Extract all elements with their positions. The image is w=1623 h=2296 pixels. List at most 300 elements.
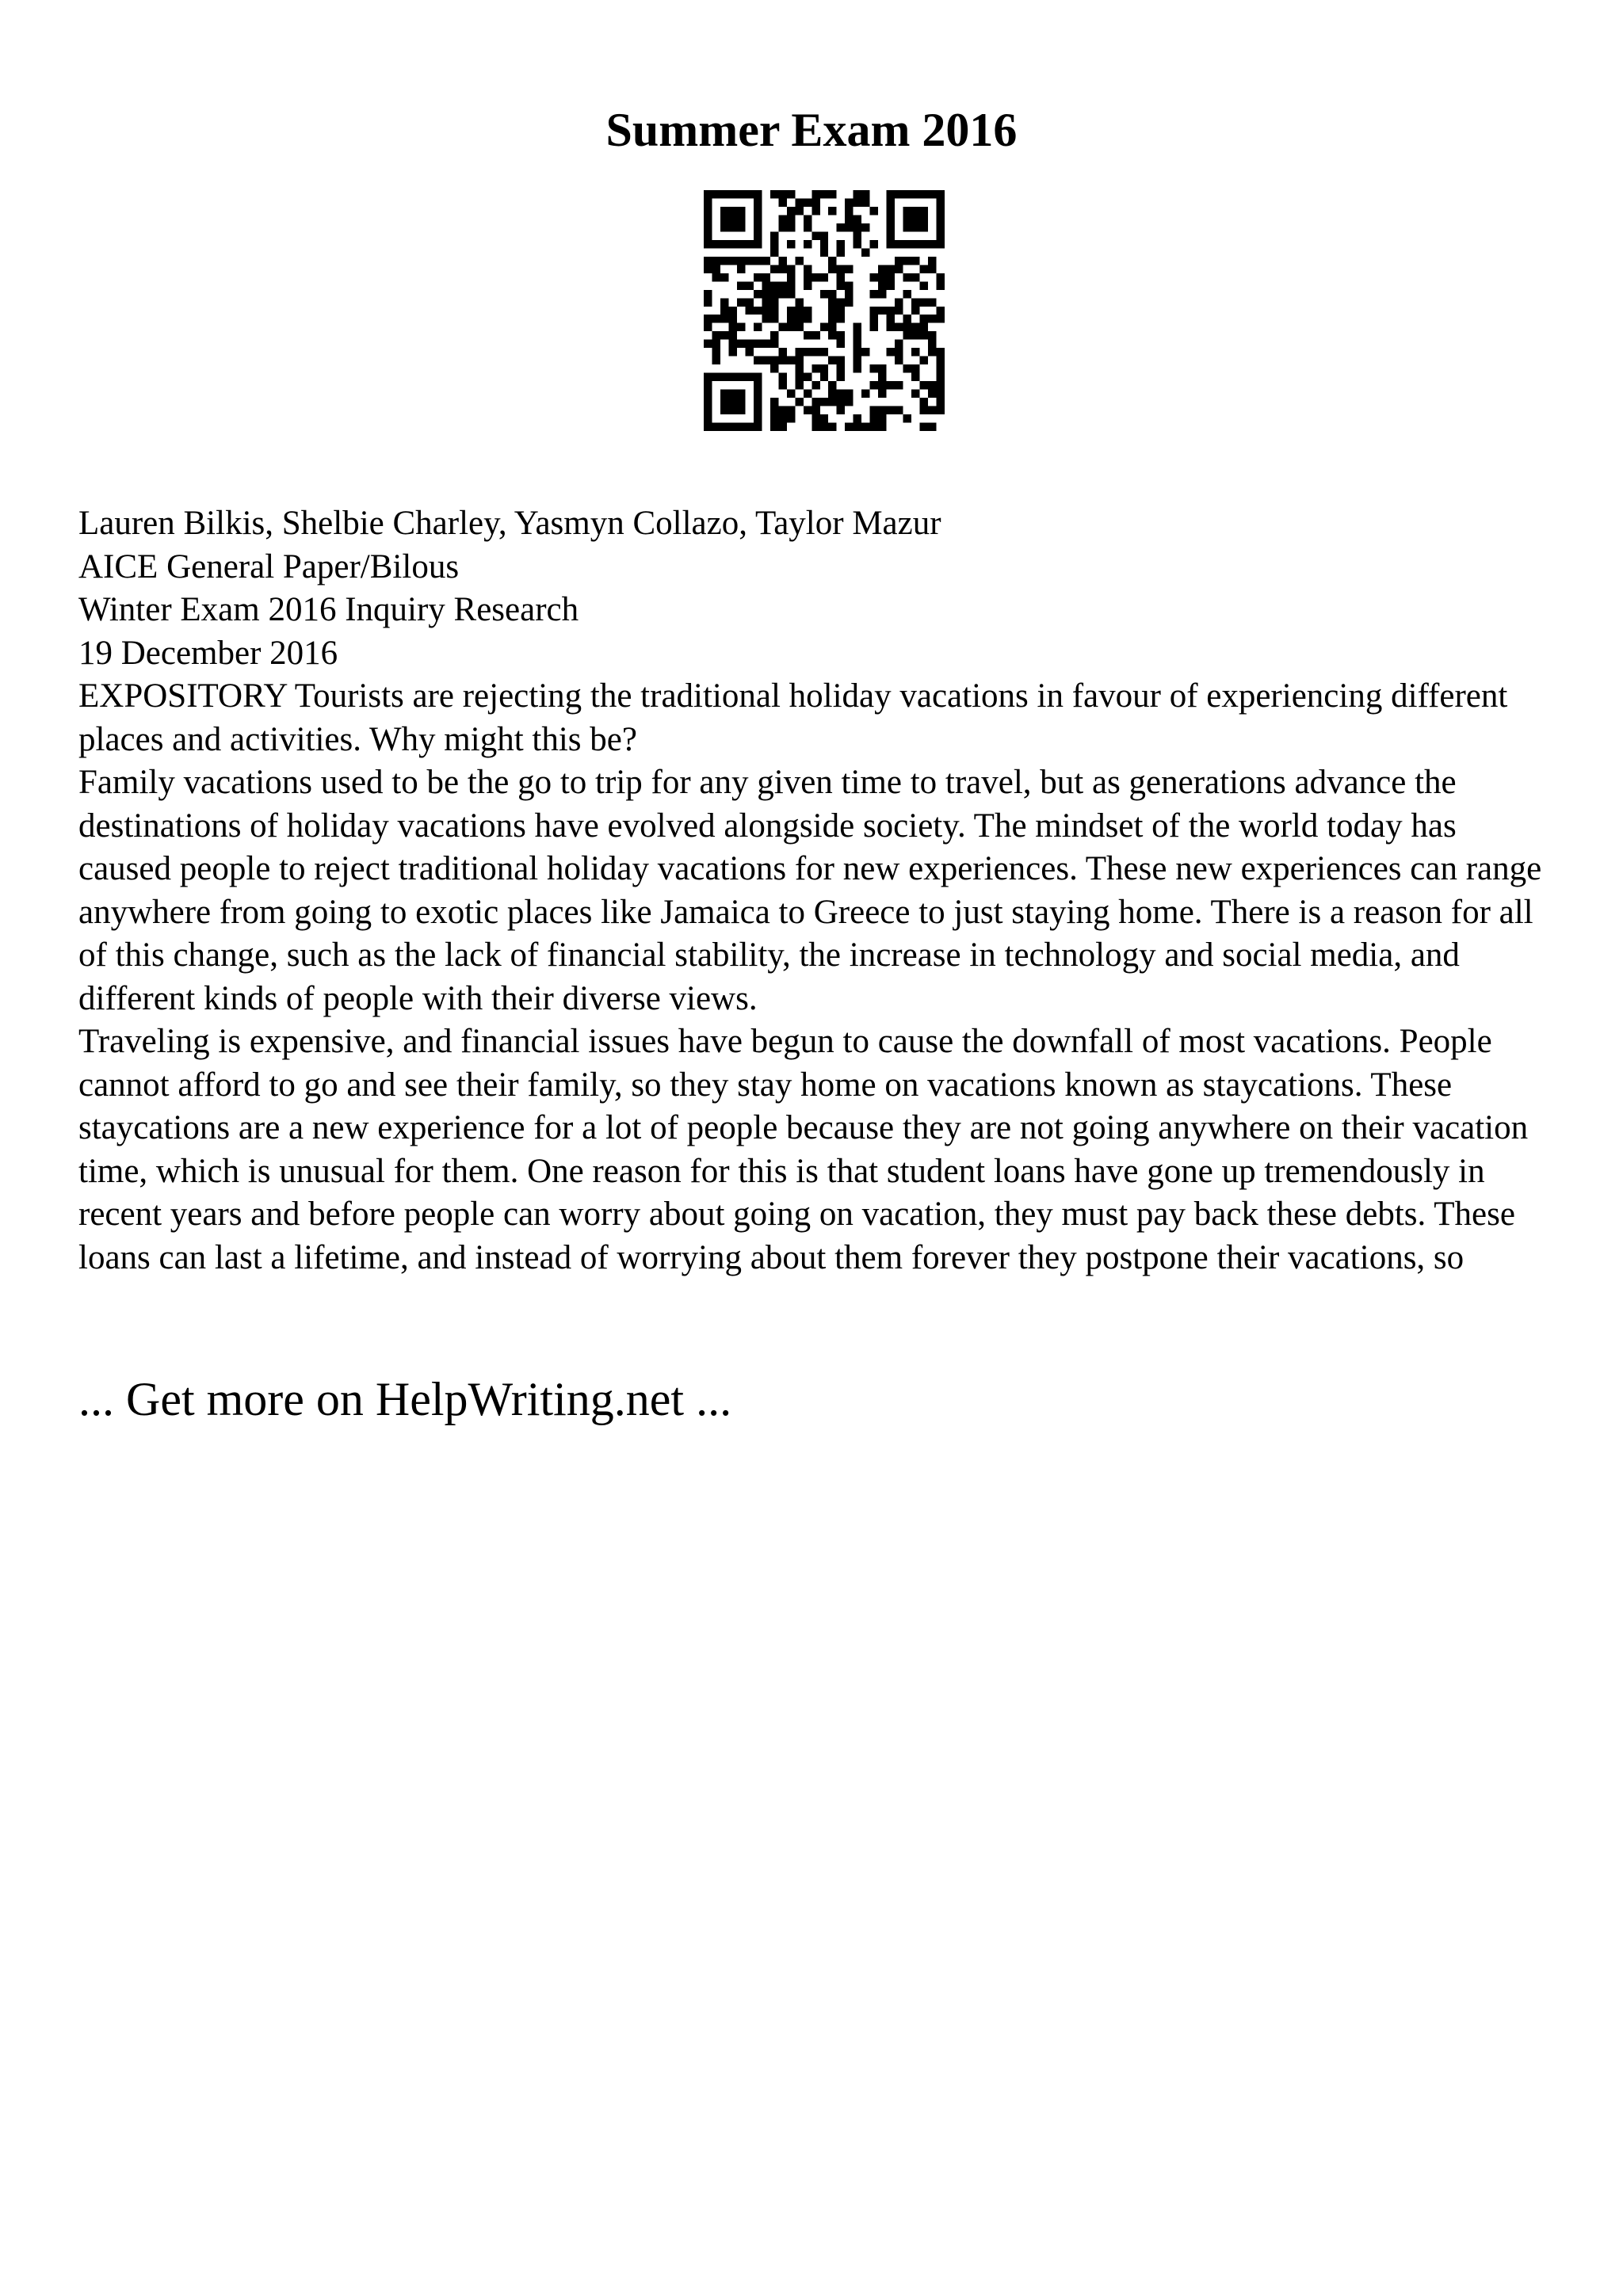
qr-module: [778, 357, 786, 364]
qr-module: [828, 257, 836, 265]
qr-module: [854, 215, 861, 223]
qr-module: [903, 240, 911, 248]
qr-module: [812, 231, 819, 239]
qr-module: [737, 390, 745, 398]
qr-module: [704, 340, 712, 348]
qr-module: [937, 273, 945, 281]
qr-module: [812, 348, 819, 356]
qr-module: [745, 423, 753, 431]
qr-module: [828, 398, 836, 406]
qr-module: [712, 315, 720, 322]
qr-module: [770, 298, 778, 306]
qr-module: [737, 406, 745, 414]
qr-module: [812, 331, 819, 339]
qr-module: [845, 215, 853, 223]
qr-module: [820, 348, 828, 356]
qr-module: [837, 298, 845, 306]
qr-module: [887, 315, 895, 322]
qr-module: [770, 315, 778, 322]
qr-module: [878, 290, 886, 298]
qr-module: [704, 231, 712, 239]
qr-module: [754, 340, 762, 348]
qr-module: [728, 190, 736, 198]
qr-module: [795, 257, 803, 265]
qr-module: [820, 423, 828, 431]
qr-module: [828, 381, 836, 389]
qr-module: [778, 290, 786, 298]
qr-module: [870, 414, 878, 422]
qr-module: [745, 281, 753, 289]
qr-module: [795, 307, 803, 315]
qr-module: [770, 248, 778, 256]
qr-module: [704, 290, 712, 298]
qr-module: [720, 307, 728, 315]
qr-module: [804, 406, 812, 414]
qr-module: [754, 223, 762, 231]
qr-module: [728, 348, 736, 356]
qr-module: [787, 281, 795, 289]
qr-module: [712, 348, 720, 356]
qr-module: [778, 423, 786, 431]
qr-module: [804, 307, 812, 315]
essay-prompt: EXPOSITORY Tourists are rejecting the traditional holiday vacations in favour of experiencing different places and activities. Why might this be?: [78, 677, 1508, 758]
qr-module: [778, 381, 786, 389]
qr-module: [712, 257, 720, 265]
qr-module: [728, 373, 736, 381]
qr-module: [878, 265, 886, 273]
qr-module: [937, 357, 945, 364]
qr-module: [720, 190, 728, 198]
page-title: Summer Exam 2016: [605, 104, 1018, 156]
qr-module: [887, 190, 895, 198]
qr-module: [704, 381, 712, 389]
qr-module: [920, 281, 928, 289]
qr-module: [911, 307, 919, 315]
qr-module: [787, 307, 795, 315]
qr-module: [704, 423, 712, 431]
qr-module: [787, 223, 795, 231]
qr-module: [903, 215, 911, 223]
qr-module: [837, 398, 845, 406]
essay-paragraph-2: Traveling is expensive, and financial issues have begun to cause the downfall of most vacations. People cannot afford to go and see their family, so they stay home on vacations known as staycations. These staycations are a new experience for a lot of people because they are not going anywhere on their vacation time, which is unusual for them. One reason for this is that student loans have gone up tremendously in recent years and before people can worry about going on vacation, they must pay back these debts. These loans can last a lifetime, and instead of worrying about them forever they postpone their vacations, so: [78, 1023, 1529, 1276]
qr-module: [828, 323, 836, 331]
qr-module: [845, 290, 853, 298]
qr-module: [754, 240, 762, 248]
qr-module: [704, 390, 712, 398]
qr-module: [887, 207, 895, 215]
qr-module: [937, 231, 945, 239]
qr-module: [903, 290, 911, 298]
qr-module: [728, 207, 736, 215]
qr-module: [745, 348, 753, 356]
qr-module: [937, 207, 945, 215]
qr-module: [704, 215, 712, 223]
qr-module: [754, 373, 762, 381]
qr-module: [845, 265, 853, 273]
qr-module: [828, 190, 836, 198]
qr-module: [795, 298, 803, 306]
qr-module: [754, 257, 762, 265]
qr-module: [812, 423, 819, 431]
qr-module: [787, 406, 795, 414]
qr-module: [854, 357, 861, 364]
qr-module: [878, 364, 886, 372]
qr-module: [728, 406, 736, 414]
qr-module: [704, 198, 712, 206]
qr-module: [720, 223, 728, 231]
qr-module: [854, 414, 861, 422]
qr-module: [895, 406, 903, 414]
qr-module: [828, 265, 836, 273]
qr-module: [795, 323, 803, 331]
qr-module: [795, 364, 803, 372]
qr-module: [737, 323, 745, 331]
qr-module: [737, 207, 745, 215]
qr-module: [820, 323, 828, 331]
qr-module: [812, 190, 819, 198]
qr-module: [754, 231, 762, 239]
qr-module: [920, 207, 928, 215]
qr-module: [920, 423, 928, 431]
assignment-line: Winter Exam 2016 Inquiry Research: [78, 591, 579, 628]
qr-module: [712, 273, 720, 281]
qr-module: [795, 373, 803, 381]
qr-module: [845, 423, 853, 431]
qr-module: [770, 281, 778, 289]
qr-module: [804, 273, 812, 281]
qr-module: [728, 340, 736, 348]
qr-module: [804, 331, 812, 339]
qr-module: [804, 390, 812, 398]
qr-module: [911, 223, 919, 231]
qr-module: [787, 207, 795, 215]
qr-module: [770, 307, 778, 315]
qr-module: [728, 257, 736, 265]
qr-module: [720, 423, 728, 431]
qr-module: [762, 257, 769, 265]
qr-module: [845, 390, 853, 398]
qr-module: [887, 231, 895, 239]
qr-module: [720, 315, 728, 322]
qr-module: [937, 398, 945, 406]
qr-module: [712, 423, 720, 431]
qr-module: [828, 390, 836, 398]
qr-module: [720, 373, 728, 381]
qr-module: [937, 223, 945, 231]
qr-module: [754, 323, 762, 331]
qr-module: [720, 240, 728, 248]
qr-module: [787, 265, 795, 273]
qr-module: [754, 190, 762, 198]
qr-module: [737, 398, 745, 406]
qr-module: [812, 398, 819, 406]
qr-module: [778, 198, 786, 206]
qr-module: [903, 331, 911, 339]
qr-module: [770, 406, 778, 414]
qr-module: [845, 223, 853, 231]
qr-module: [887, 223, 895, 231]
qr-module: [770, 331, 778, 339]
qr-module: [928, 390, 936, 398]
qr-module: [820, 290, 828, 298]
qr-module: [937, 281, 945, 289]
qr-module: [878, 307, 886, 315]
qr-module: [920, 190, 928, 198]
qr-module: [820, 273, 828, 281]
qr-module: [837, 373, 845, 381]
qr-module: [704, 190, 712, 198]
qr-module: [778, 323, 786, 331]
qr-module: [754, 414, 762, 422]
qr-module: [870, 315, 878, 322]
qr-module: [795, 198, 803, 206]
qr-module: [754, 390, 762, 398]
qr-module: [828, 423, 836, 431]
qr-module: [778, 215, 786, 223]
qr-module: [704, 398, 712, 406]
qr-module: [762, 290, 769, 298]
qr-module: [920, 298, 928, 306]
qr-module: [704, 323, 712, 331]
qr-module: [878, 281, 886, 289]
qr-module: [928, 257, 936, 265]
qr-module: [895, 257, 903, 265]
qr-module: [728, 315, 736, 322]
qr-module: [754, 406, 762, 414]
qr-module: [804, 373, 812, 381]
qr-module: [870, 307, 878, 315]
qr-module: [704, 315, 712, 322]
qr-module: [854, 198, 861, 206]
qr-module: [745, 373, 753, 381]
qr-module: [920, 406, 928, 414]
qr-module: [754, 207, 762, 215]
qr-module: [887, 265, 895, 273]
qr-module: [737, 373, 745, 381]
get-more-link[interactable]: ... Get more on HelpWriting.net ...: [78, 1373, 732, 1425]
qr-module: [745, 340, 753, 348]
qr-module: [837, 340, 845, 348]
qr-module: [878, 373, 886, 381]
qr-module: [720, 273, 728, 281]
qr-module: [795, 381, 803, 389]
qr-module: [754, 357, 762, 364]
qr-module: [704, 265, 712, 273]
qr-module: [795, 398, 803, 406]
qr-module: [861, 390, 869, 398]
qr-module: [920, 331, 928, 339]
qr-module: [887, 348, 895, 356]
qr-module: [770, 414, 778, 422]
qr-module: [754, 273, 762, 281]
qr-module: [837, 357, 845, 364]
qr-module: [887, 281, 895, 289]
qr-module: [854, 423, 861, 431]
qr-module: [911, 207, 919, 215]
qr-module: [837, 390, 845, 398]
qr-module: [795, 357, 803, 364]
qr-module: [887, 240, 895, 248]
qr-module: [754, 215, 762, 223]
qr-module: [745, 307, 753, 315]
qr-module: [728, 323, 736, 331]
course-line: AICE General Paper/Bilous: [78, 547, 460, 585]
qr-module: [787, 190, 795, 198]
qr-module: [737, 281, 745, 289]
qr-module: [911, 348, 919, 356]
qr-module: [737, 223, 745, 231]
qr-module: [928, 331, 936, 339]
qr-module: [704, 223, 712, 231]
essay-paragraph-1: Family vacations used to be the go to trip for any given time to travel, but as generations advance the destinations of holiday vacations have evolved alongside society. The mindset of the world today has caused people to reject traditional holiday vacations for new experiences. These new experiences can range anywhere from going to exotic places like Jamaica to Greece to just staying home. There is a reason for all of this change, such as the lack of financial stability, the increase in technology and social media, and different kinds of people with their diverse views.: [78, 764, 1542, 1017]
qr-module: [887, 198, 895, 206]
qr-module: [937, 390, 945, 398]
qr-module: [937, 240, 945, 248]
qr-module: [854, 340, 861, 348]
qr-module: [762, 315, 769, 322]
qr-code-graphic: [704, 190, 945, 431]
qr-module: [937, 198, 945, 206]
qr-module: [895, 323, 903, 331]
qr-module: [728, 423, 736, 431]
qr-module: [770, 290, 778, 298]
qr-module: [837, 265, 845, 273]
qr-module: [712, 357, 720, 364]
qr-module: [787, 357, 795, 364]
qr-module: [754, 290, 762, 298]
qr-module: [845, 198, 853, 206]
qr-module: [728, 398, 736, 406]
qr-module: [887, 307, 895, 315]
qr-module: [812, 381, 819, 389]
qr-module: [895, 340, 903, 348]
qr-module: [754, 398, 762, 406]
qr-module: [762, 281, 769, 289]
qr-module: [878, 390, 886, 398]
qr-module: [887, 273, 895, 281]
qr-module: [720, 406, 728, 414]
qr-module: [804, 198, 812, 206]
qr-module: [837, 406, 845, 414]
qr-module: [712, 190, 720, 198]
qr-module: [903, 273, 911, 281]
qr-module: [878, 423, 886, 431]
qr-module: [854, 323, 861, 331]
qr-module: [937, 215, 945, 223]
qr-module: [911, 273, 919, 281]
qr-module: [754, 423, 762, 431]
qr-module: [911, 331, 919, 339]
qr-module: [903, 414, 911, 422]
qr-module: [712, 240, 720, 248]
qr-module: [762, 298, 769, 306]
qr-module: [820, 240, 828, 248]
qr-module: [828, 357, 836, 364]
qr-module: [728, 390, 736, 398]
qr-module: [787, 323, 795, 331]
qr-module: [895, 348, 903, 356]
qr-module: [837, 315, 845, 322]
qr-module: [820, 190, 828, 198]
qr-module: [920, 357, 928, 364]
qr-module: [820, 364, 828, 372]
qr-module: [787, 290, 795, 298]
qr-module: [762, 357, 769, 364]
qr-module: [920, 398, 928, 406]
qr-module: [737, 257, 745, 265]
qr-module: [712, 340, 720, 348]
qr-module: [737, 215, 745, 223]
qr-module: [845, 398, 853, 406]
qr-module: [928, 298, 936, 306]
qr-module: [870, 207, 878, 215]
qr-module: [837, 331, 845, 339]
qr-module: [911, 298, 919, 306]
qr-module: [895, 240, 903, 248]
qr-module: [895, 307, 903, 315]
qr-module: [937, 364, 945, 372]
qr-module: [804, 348, 812, 356]
qr-module: [911, 257, 919, 265]
qr-module: [787, 414, 795, 422]
qr-module: [737, 340, 745, 348]
qr-module: [878, 381, 886, 389]
qr-module: [920, 315, 928, 322]
qr-module: [928, 340, 936, 348]
qr-module: [704, 257, 712, 265]
qr-module: [903, 223, 911, 231]
qr-module: [887, 215, 895, 223]
qr-module: [828, 290, 836, 298]
qr-module: [795, 348, 803, 356]
qr-module: [728, 331, 736, 339]
qr-module: [770, 265, 778, 273]
qr-module: [728, 307, 736, 315]
qr-module: [737, 265, 745, 273]
qr-module: [720, 257, 728, 265]
qr-module: [895, 190, 903, 198]
qr-module: [787, 273, 795, 281]
qr-module: [854, 223, 861, 231]
qr-module: [870, 323, 878, 331]
qr-module: [903, 364, 911, 372]
qr-module: [920, 381, 928, 389]
qr-module: [903, 207, 911, 215]
qr-module: [895, 357, 903, 364]
qr-module: [820, 414, 828, 422]
qr-module: [861, 190, 869, 198]
qr-module: [870, 364, 878, 372]
qr-module: [928, 190, 936, 198]
qr-module: [712, 331, 720, 339]
qr-module: [928, 406, 936, 414]
qr-module: [861, 198, 869, 206]
qr-module: [795, 315, 803, 322]
qr-module: [737, 240, 745, 248]
qr-module: [778, 281, 786, 289]
qr-module: [762, 307, 769, 315]
qr-module: [937, 381, 945, 389]
qr-module: [770, 190, 778, 198]
qr-module: [837, 248, 845, 256]
qr-module: [770, 231, 778, 239]
qr-module: [854, 348, 861, 356]
qr-module: [845, 298, 853, 306]
qr-module: [903, 323, 911, 331]
qr-code-icon: [704, 190, 945, 431]
qr-module: [828, 298, 836, 306]
qr-module: [770, 340, 778, 348]
